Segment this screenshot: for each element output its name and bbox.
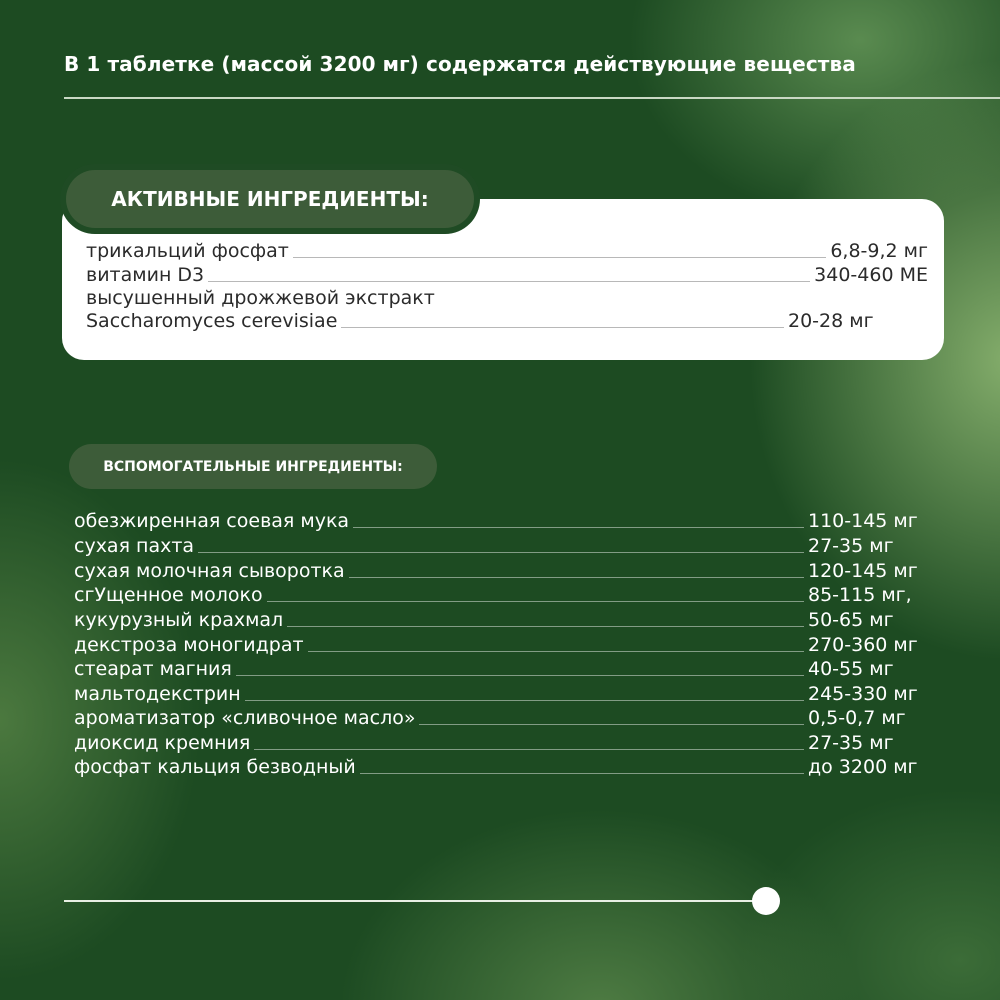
ingredient-name: сухая пахта <box>74 535 195 557</box>
dotted-leader <box>349 576 804 578</box>
ingredient-amount: 27-35 мг <box>808 535 894 557</box>
ingredient-name: стеарат магния <box>74 658 232 680</box>
list-item <box>86 240 928 262</box>
ingredient-name: кукурузный крахмал <box>74 609 284 631</box>
ingredient-name: Saccharomyces cerevisiae <box>86 310 338 332</box>
ingredient-amount: 50-65 мг <box>808 609 894 631</box>
dotted-leader <box>236 674 804 676</box>
ingredient-name-line1: высушенный дрожжевой экстракт <box>86 287 435 309</box>
ingredient-amount: 6,8-9,2 мг <box>830 240 928 262</box>
dotted-leader <box>419 723 804 725</box>
dotted-leader <box>308 650 804 652</box>
dotted-leader <box>287 625 804 627</box>
list-item <box>74 535 934 557</box>
ingredient-name: обезжиренная соевая мука <box>74 510 350 532</box>
page-header: В 1 таблетке (массой 3200 мг) содержатся действующие вещества <box>64 52 856 76</box>
ingredient-amount: 120-145 мг <box>808 560 918 582</box>
list-item <box>74 609 934 631</box>
list-item <box>86 310 928 332</box>
ingredient-name: витамин D3 <box>86 264 205 286</box>
dotted-leader <box>245 699 804 701</box>
ingredient-amount: 245-330 мг <box>808 683 918 705</box>
ingredient-amount: до 3200 мг <box>808 756 918 778</box>
ingredient-name: декстроза моногидрат <box>74 634 304 656</box>
ingredient-amount: 27-35 мг <box>808 732 894 754</box>
progress-dot <box>752 887 780 915</box>
list-item <box>74 510 934 532</box>
dotted-leader <box>254 748 804 750</box>
dotted-leader <box>208 280 810 282</box>
ingredient-amount: 40-55 мг <box>808 658 894 680</box>
ingredient-amount: 20-28 мг <box>788 310 874 332</box>
ingredient-name: фосфат кальция безводный <box>74 756 356 778</box>
list-item <box>86 264 928 286</box>
ingredient-amount: 110-145 мг <box>808 510 918 532</box>
progress-line <box>64 900 766 902</box>
ingredient-name: диоксид кремния <box>74 732 251 754</box>
list-item <box>74 683 934 705</box>
ingredient-name: сухая молочная сыворотка <box>74 560 345 582</box>
ingredient-amount: 0,5-0,7 мг <box>808 707 906 729</box>
dotted-leader <box>360 772 804 774</box>
dotted-leader <box>198 551 804 553</box>
list-item <box>74 707 934 729</box>
active-ingredients-title: АКТИВНЫЕ ИНГРЕДИЕНТЫ: <box>66 170 474 228</box>
dotted-leader <box>341 326 784 328</box>
ingredient-amount: 340-460 МЕ <box>814 264 928 286</box>
dotted-leader <box>293 256 826 258</box>
header-divider <box>64 97 1000 99</box>
ingredient-name: ароматизатор «сливочное масло» <box>74 707 416 729</box>
list-item <box>74 560 934 582</box>
ingredient-name: мальтодекстрин <box>74 683 241 705</box>
list-item <box>74 634 934 656</box>
ingredient-amount: 85-115 мг, <box>808 584 912 606</box>
list-item <box>74 732 934 754</box>
dotted-leader <box>267 600 804 602</box>
ingredient-name: трикальций фосфат <box>86 240 289 262</box>
list-item <box>74 584 934 606</box>
auxiliary-ingredients-title: ВСПОМОГАТЕЛЬНЫЕ ИНГРЕДИЕНТЫ: <box>69 444 437 489</box>
ingredient-amount: 270-360 мг <box>808 634 918 656</box>
ingredient-name: сгУщенное молоко <box>74 584 263 606</box>
dotted-leader <box>353 526 804 528</box>
list-item <box>74 756 934 778</box>
list-item <box>74 658 934 680</box>
